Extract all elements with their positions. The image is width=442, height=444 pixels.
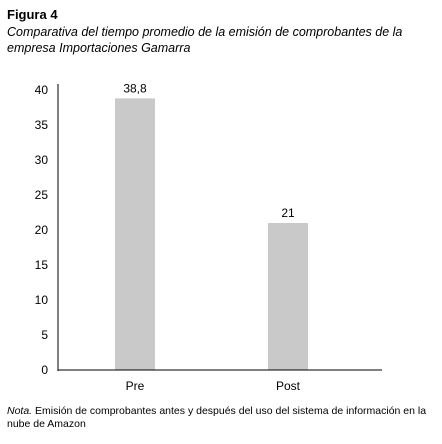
x-category-label: Pre	[125, 379, 145, 393]
y-tick-label: 10	[34, 293, 48, 307]
bar-pre	[115, 98, 155, 370]
y-tick-label: 0	[41, 363, 48, 377]
figure-note	[7, 405, 437, 431]
data-label: 38,8	[123, 81, 147, 96]
note-label: Nota.	[7, 405, 33, 417]
y-tick-label: 35	[34, 118, 48, 132]
bar-post	[268, 223, 308, 370]
x-category-label: Post	[275, 379, 301, 393]
figure-caption: Comparativa del tiempo promedio de la emisión de comprobantes de la empresa Importaciones Gamarra	[7, 25, 403, 55]
y-tick-label: 30	[34, 153, 48, 167]
figure-label: Figura 4	[7, 7, 58, 22]
y-tick-label: 40	[34, 83, 48, 97]
y-tick-label: 25	[34, 188, 48, 202]
y-tick-label: 20	[34, 223, 48, 237]
y-tick-label: 15	[34, 258, 48, 272]
data-label: 21	[281, 206, 295, 220]
y-tick-label: 5	[41, 328, 48, 342]
note-text: Emisión de comprobantes antes y después del uso del sistema de información en la nube de Amazon	[7, 405, 427, 430]
